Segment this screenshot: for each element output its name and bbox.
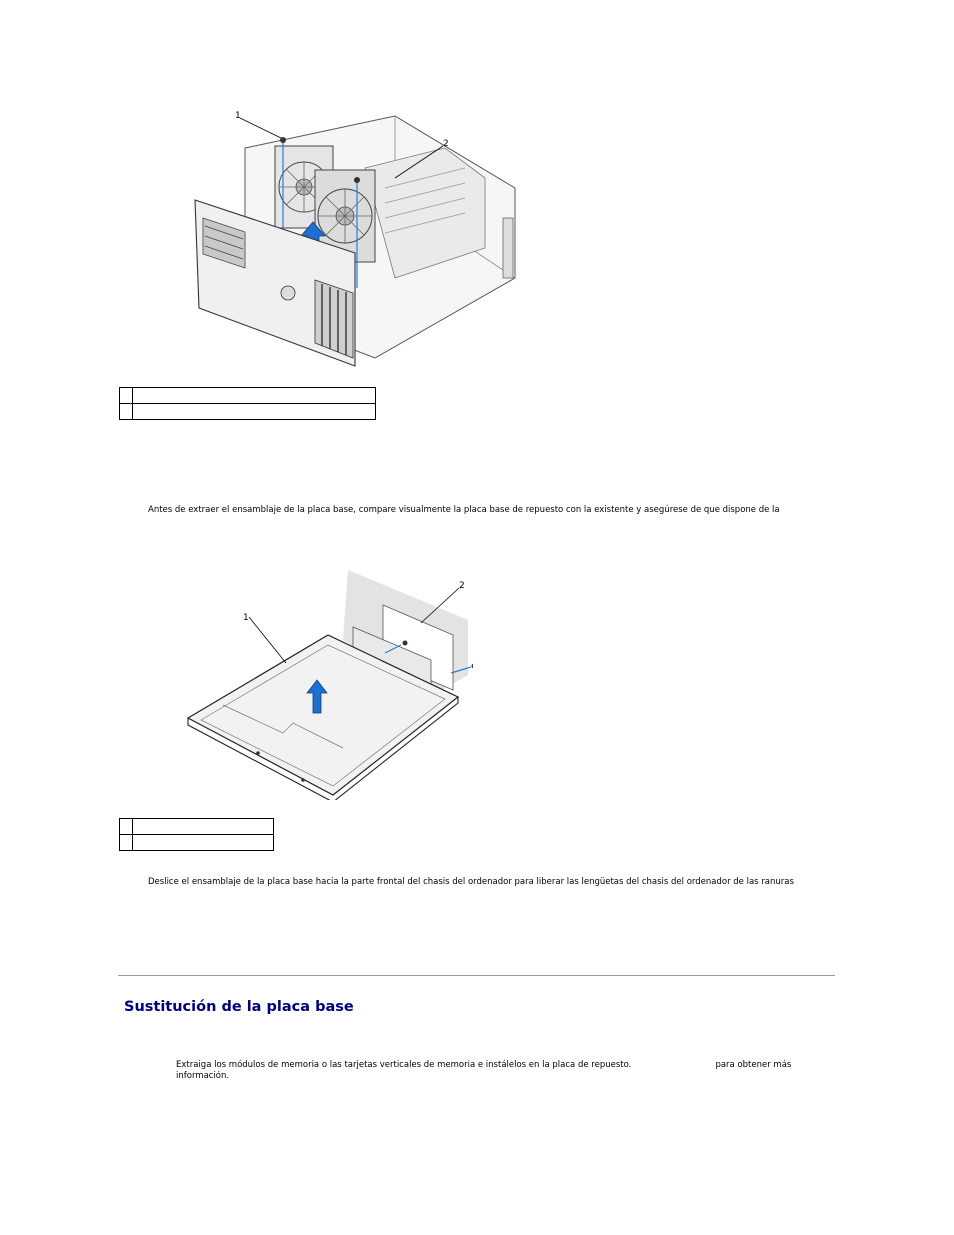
step-line-1	[176, 1060, 831, 1071]
callout-label-2: 2	[459, 581, 465, 591]
step-text-after: para obtener más	[715, 1060, 792, 1070]
step-line-2: información.	[176, 1071, 230, 1081]
table-row	[120, 404, 376, 420]
section-heading: Sustitución de la placa base	[124, 999, 354, 1015]
callout-label-1: 1	[235, 111, 241, 121]
legend-number	[120, 404, 133, 420]
table-row	[120, 388, 376, 404]
paragraph-slide-assembly: Deslice el ensamblaje de la placa base hacia la parte frontal del chasis del ordenador para liberar las lengüetas del chasis del ordenador de las ranuras	[148, 877, 794, 887]
figure-board-removal	[183, 565, 473, 800]
callout-label-2: 2	[443, 139, 449, 149]
legend-text	[133, 835, 274, 851]
figure2-legend-table	[119, 818, 274, 851]
callout-label-1: 1	[243, 613, 249, 623]
legend-number	[120, 819, 133, 835]
paragraph-compare-boards: Antes de extraer el ensamblaje de la placa base, compare visualmente la placa base de repuesto con la existente y asegúrese de que dispone de la	[148, 505, 780, 515]
table-row	[120, 819, 274, 835]
legend-number	[120, 388, 133, 404]
step-memory-modules	[176, 1060, 831, 1082]
figure1-legend-table	[119, 387, 376, 420]
legend-text	[133, 819, 274, 835]
legend-number	[120, 835, 133, 851]
figure-fan-removal	[185, 108, 520, 370]
chassis-fans-illustration	[185, 108, 520, 370]
table-row	[120, 835, 274, 851]
step-text: Extraiga los módulos de memoria o las tarjetas verticales de memoria e instálelos en la placa de repuesto.	[176, 1060, 632, 1070]
legend-text	[133, 388, 376, 404]
section-divider	[118, 975, 835, 976]
board-assembly-illustration	[183, 565, 473, 800]
legend-text	[133, 404, 376, 420]
